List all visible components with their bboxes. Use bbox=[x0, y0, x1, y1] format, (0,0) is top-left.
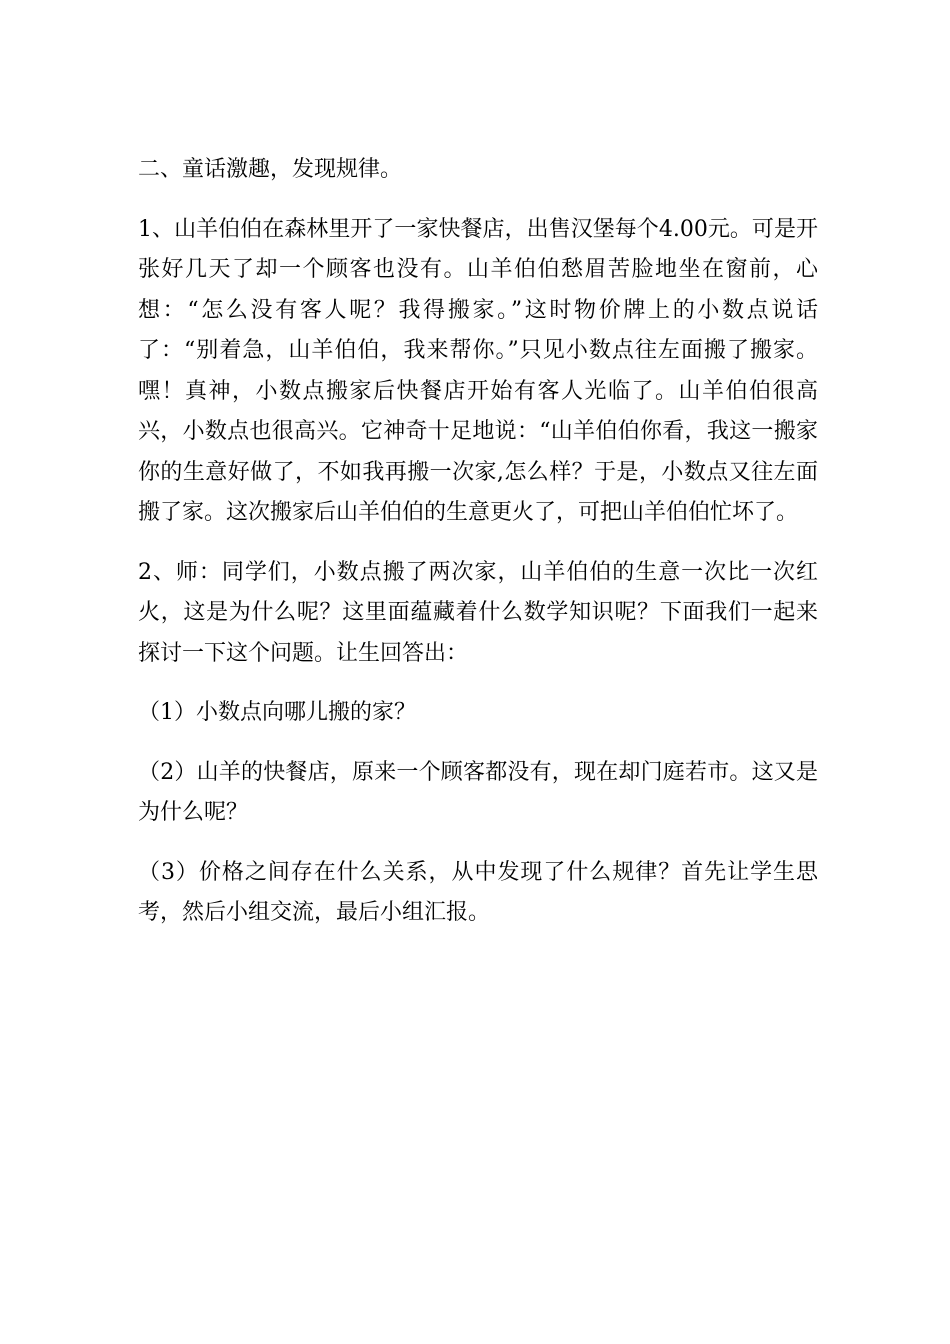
question-1: （1）小数点向哪儿搬的家？ bbox=[138, 700, 416, 725]
section-heading: 二、童话激趣，发现规律。 bbox=[138, 157, 403, 182]
teacher-paragraph: 2、师：同学们，小数点搬了两次家，山羊伯伯的生意一次比一次红火，这是为什么呢？这里面蕴藏着什么数学知识呢？下面我们一起来探讨一下这个问题。让生回答出： bbox=[138, 559, 818, 666]
document-page bbox=[138, 150, 818, 934]
question-2: （2）山羊的快餐店，原来一个顾客都没有，现在却门庭若市。这又是为什么呢？ bbox=[138, 759, 818, 825]
question-3: （3）价格之间存在什么关系，从中发现了什么规律？首先让学生思考，然后小组交流，最后小组汇报。 bbox=[138, 859, 818, 925]
story-paragraph: 1、山羊伯伯在森林里开了一家快餐店，出售汉堡每个4.00元。可是开张好几天了却一个顾客也没有。山羊伯伯愁眉苦脸地坐在窗前，心想：“怎么没有客人呢？我得搬家。”这时物价牌上的小数点说话了：“别着急，山羊伯伯，我来帮你。”只见小数点往左面搬了搬家。嘿！真神，小数点搬家后快餐店开始有客人光临了。山羊伯伯很高兴，小数点也很高兴。它神奇十足地说：“山羊伯伯你看，我这一搬家你的生意好做了，不如我再搬一次家,怎么样？于是，小数点又往左面搬了家。这次搬家后山羊伯伯的生意更火了，可把山羊伯伯忙坏了。 bbox=[138, 216, 818, 525]
